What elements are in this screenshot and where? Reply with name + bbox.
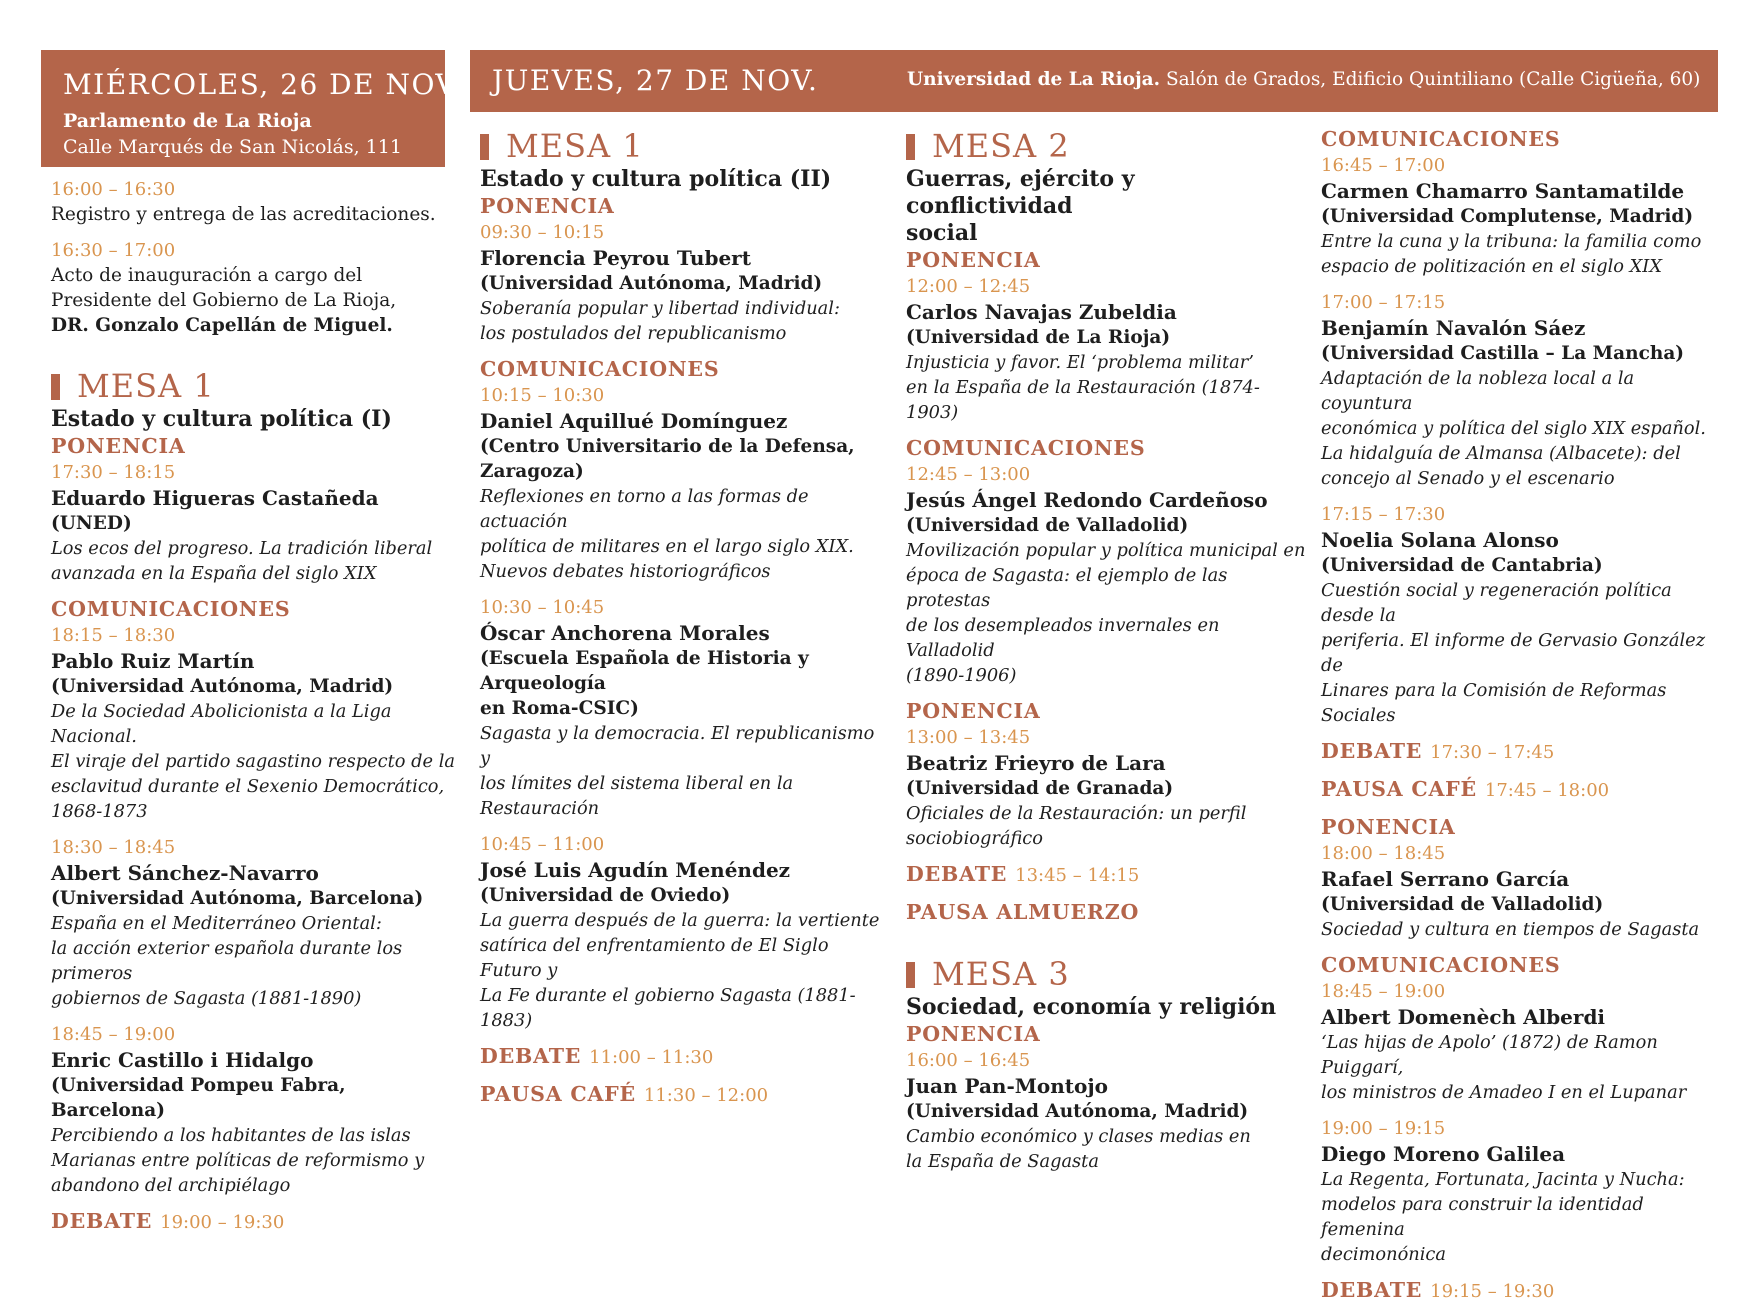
time: 12:00 – 12:45 [906, 276, 1031, 297]
column-thursday-mesa3 [1321, 126, 1721, 1305]
talk-title: Los ecos del progreso. La tradición liberal [51, 538, 433, 559]
debate-text: DEBATE [51, 1209, 153, 1233]
talk-title: Linares para la Comisión de Reformas Sociales [1321, 680, 1667, 726]
mesa-title-text: MESA 1 [77, 367, 215, 405]
debate-text: DEBATE [1321, 1278, 1423, 1302]
talk-title: ‘Las hijas de Apolo’ (1872) de Ramon Puiggarí, [1321, 1032, 1658, 1078]
talk-title: Entre la cuna y la tribuna: la familia como [1321, 231, 1702, 252]
affiliation: (Universidad Castilla – La Mancha) [1321, 343, 1685, 364]
talk-title: 1868-1873 [51, 801, 148, 822]
mesa-title [480, 128, 880, 164]
mesa-title-text: MESA 2 [932, 127, 1070, 165]
talk-title: periferia. El informe de Gervasio González de [1321, 630, 1706, 676]
talk-title: sociobiográfico [906, 828, 1043, 849]
talk-title: satírica del enfrentamiento de El Siglo Futuro y [480, 935, 829, 981]
column-wednesday [51, 177, 455, 1236]
pausa-label [480, 1081, 880, 1109]
debate-label [1321, 1277, 1721, 1305]
column-thursday-mesa2 [906, 128, 1306, 1174]
talk-title: Movilización popular y política municipal en [906, 540, 1306, 561]
time: 13:00 – 13:45 [906, 727, 1031, 748]
affiliation: (Universidad de La Rioja) [906, 327, 1171, 348]
debate-time: 19:00 – 19:30 [160, 1212, 285, 1233]
talk-title: los postulados del republicanismo [480, 323, 787, 344]
speaker-name: Carlos Navajas Zubeldia [906, 300, 1177, 324]
talk-title: abandono del archipiélago [51, 1175, 291, 1196]
talk-title: Marianas entre políticas de reformismo y [51, 1150, 425, 1171]
talk-title: La hidalguía de Almansa (Albacete): del [1321, 443, 1681, 464]
mesa-subtitle: Estado y cultura política (II) [480, 166, 832, 192]
pausa-text: PAUSA CAFÉ [1321, 777, 1477, 801]
mesa-subtitle: Guerras, ejército y conflictividad [906, 166, 1135, 219]
talk-title: espacio de politización en el siglo XIX [1321, 256, 1662, 277]
debate-label [906, 861, 1306, 889]
speaker-name: Noelia Solana Alonso [1321, 528, 1559, 552]
affiliation: (Escuela Española de Historia y Arqueología [480, 648, 809, 694]
speaker-name: Carmen Chamarro Santamatilde [1321, 179, 1685, 203]
mesa-bar [906, 962, 915, 988]
time: 18:45 – 19:00 [1321, 981, 1446, 1002]
time: 18:30 – 18:45 [51, 837, 176, 858]
debate-text: DEBATE [906, 862, 1008, 886]
debate-label [480, 1043, 880, 1071]
venue-name: Parlamento de La Rioja [63, 110, 312, 132]
mesa-heading [480, 128, 880, 193]
talk-title: La Fe durante el gobierno Sagasta (1881-1883) [480, 985, 856, 1031]
mesa-bar [906, 134, 915, 160]
debate-label [51, 1208, 455, 1236]
venue-address: Calle Marqués de San Nicolás, 111 [63, 136, 402, 158]
talk-title: de los desempleados invernales en Valladolid [906, 615, 1220, 661]
talk-title: Percibiendo a los habitantes de las islas [51, 1125, 411, 1146]
speaker-name: Juan Pan-Montojo [906, 1074, 1108, 1098]
ponencia-label: PONENCIA [1321, 815, 1456, 839]
debate-time: 17:30 – 17:45 [1430, 742, 1555, 763]
talk-title: los ministros de Amadeo I en el Lupanar [1321, 1082, 1687, 1103]
affiliation: (Universidad de Oviedo) [480, 885, 731, 906]
wednesday-title: MIÉRCOLES, 26 DE NOV. [63, 68, 463, 101]
speaker-name: Eduardo Higueras Castañeda [51, 486, 379, 510]
talk-title: Adaptación de la nobleza local a la coyuntura [1321, 368, 1635, 414]
speaker-name: Enric Castillo i Hidalgo [51, 1048, 314, 1072]
intro-text: Acto de inauguración a cargo del [51, 265, 363, 286]
intro-text: Registro y entrega de las acreditaciones. [51, 204, 436, 225]
talk-title: El viraje del partido sagastino respecto de la [51, 751, 455, 772]
thursday-header [470, 50, 1718, 112]
affiliation: (Universidad Complutense, Madrid) [1321, 206, 1694, 227]
mesa-bar [51, 374, 60, 400]
intro-text: Presidente del Gobierno de La Rioja, [51, 290, 397, 311]
talk-title: en la España de la Restauración (1874-1903) [906, 377, 1260, 423]
talk-title: esclavitud durante el Sexenio Democrático, [51, 776, 445, 797]
talk-title: De la Sociedad Abolicionista a la Liga Nacional. [51, 701, 392, 747]
ponencia-label: PONENCIA [906, 248, 1041, 272]
ponencia-label: PONENCIA [906, 1022, 1041, 1046]
talk-title: Soberanía popular y libertad individual: [480, 298, 840, 319]
mesa-heading [906, 128, 1306, 247]
speaker-name: Jesús Ángel Redondo Cardeñoso [906, 488, 1268, 512]
mesa-heading [906, 956, 1306, 1021]
pausa-time: 17:45 – 18:00 [1484, 780, 1610, 801]
talk-title: La guerra después de la guerra: la vertiente [480, 910, 880, 931]
talk-title: avanzada en la España del siglo XIX [51, 563, 377, 584]
comunicaciones-label: COMUNICACIONES [51, 597, 291, 621]
talk-title: Cuestión social y regeneración política desde la [1321, 580, 1672, 626]
comunicaciones-label: COMUNICACIONES [480, 357, 720, 381]
talk-title: época de Sagasta: el ejemplo de las protestas [906, 565, 1228, 611]
talk-title: la España de Sagasta [906, 1151, 1099, 1172]
speaker-name: Benjamín Navalón Sáez [1321, 316, 1586, 340]
speaker-name: Beatriz Frieyro de Lara [906, 751, 1166, 775]
venue-bold: Universidad de La Rioja. [907, 69, 1161, 90]
mesa-title [51, 368, 455, 404]
time: 17:00 – 17:15 [1321, 292, 1446, 313]
time: 16:00 – 16:45 [906, 1050, 1031, 1071]
column-thursday-mesa1 [480, 128, 880, 1109]
talk-title: política de militares en el largo siglo XIX. [480, 536, 854, 557]
affiliation: en Roma-CSIC) [480, 698, 639, 719]
time: 19:00 – 19:15 [1321, 1118, 1446, 1139]
affiliation: (UNED) [51, 513, 132, 534]
talk-title: modelos para construir la identidad femenina [1321, 1194, 1644, 1240]
talk-title: Injusticia y favor. El ‘problema militar’ [906, 352, 1254, 373]
speaker-name: José Luis Agudín Menéndez [480, 858, 791, 882]
talk-title: los límites del sistema liberal en la Restauración [480, 773, 794, 819]
affiliation: (Universidad de Valladolid) [1321, 894, 1604, 915]
mesa-subtitle: social [906, 220, 978, 246]
intro-speaker: DR. Gonzalo Capellán de Miguel. [51, 315, 393, 336]
talk-title: Reflexiones en torno a las formas de actuación [480, 486, 809, 532]
debate-text: DEBATE [480, 1044, 582, 1068]
debate-label [1321, 738, 1721, 766]
comunicaciones-label: COMUNICACIONES [1321, 127, 1561, 151]
ponencia-label: PONENCIA [480, 194, 615, 218]
mesa-bar [480, 134, 489, 160]
speaker-name: Pablo Ruiz Martín [51, 649, 255, 673]
mesa-subtitle: Estado y cultura política (I) [51, 406, 392, 432]
mesa-title [906, 128, 1306, 164]
wednesday-venue [63, 108, 402, 160]
time: 16:45 – 17:00 [1321, 155, 1446, 176]
talk-title: (1890-1906) [906, 665, 1017, 686]
debate-text: DEBATE [1321, 739, 1423, 763]
speaker-name: Diego Moreno Galilea [1321, 1142, 1566, 1166]
speaker-name: Daniel Aquillué Domínguez [480, 409, 788, 433]
talk-title: Sagasta y la democracia. El republicanismo y [480, 723, 875, 769]
venue-rest: Salón de Grados, Edificio Quintiliano (Calle Cigüeña, 60) [1160, 69, 1701, 90]
affiliation: (Universidad Pompeu Fabra, Barcelona) [51, 1075, 346, 1121]
affiliation: (Universidad Autónoma, Barcelona) [51, 888, 424, 909]
wednesday-header [41, 50, 463, 167]
talk-title: Oficiales de la Restauración: un perfil [906, 803, 1247, 824]
time: 18:45 – 19:00 [51, 1024, 176, 1045]
time: 18:15 – 18:30 [51, 625, 176, 646]
affiliation: (Universidad Autónoma, Madrid) [906, 1101, 1249, 1122]
comunicaciones-label: COMUNICACIONES [906, 436, 1146, 460]
comunicaciones-label: COMUNICACIONES [1321, 953, 1561, 977]
time: 17:15 – 17:30 [1321, 504, 1446, 525]
thursday-title: JUEVES, 27 DE NOV. [492, 64, 819, 97]
talk-title: La Regenta, Fortunata, Jacinta y Nucha: [1321, 1169, 1685, 1190]
talk-title: Cambio económico y clases medias en [906, 1126, 1251, 1147]
speaker-name: Óscar Anchorena Morales [480, 621, 770, 645]
mesa-title [906, 956, 1306, 992]
talk-title: la acción exterior española durante los primeros [51, 938, 403, 984]
time: 16:00 – 16:30 [51, 179, 176, 200]
talk-title: España en el Mediterráneo Oriental: [51, 913, 382, 934]
talk-title: concejo al Senado y el escenario [1321, 468, 1615, 489]
time: 09:30 – 10:15 [480, 222, 605, 243]
debate-time: 13:45 – 14:15 [1015, 865, 1140, 886]
pausa-text: PAUSA CAFÉ [480, 1082, 636, 1106]
time: 18:00 – 18:45 [1321, 843, 1446, 864]
time: 12:45 – 13:00 [906, 464, 1031, 485]
speaker-name: Rafael Serrano García [1321, 867, 1570, 891]
mesa-heading [51, 368, 455, 433]
time: 17:30 – 18:15 [51, 462, 176, 483]
affiliation: (Universidad Autónoma, Madrid) [51, 676, 394, 697]
thursday-venue [907, 69, 1700, 90]
ponencia-label: PONENCIA [51, 434, 186, 458]
time: 16:30 – 17:00 [51, 240, 176, 261]
mesa-title-text: MESA 1 [506, 127, 644, 165]
affiliation: (Centro Universitario de la Defensa, Zaragoza) [480, 436, 855, 482]
time: 10:15 – 10:30 [480, 385, 605, 406]
talk-title: económica y política del siglo XIX español. [1321, 418, 1706, 439]
affiliation: (Universidad de Cantabria) [1321, 555, 1603, 576]
talk-title: decimonónica [1321, 1244, 1446, 1265]
talk-title: Nuevos debates historiográficos [480, 561, 771, 582]
affiliation: (Universidad de Granada) [906, 778, 1174, 799]
speaker-name: Albert Sánchez-Navarro [51, 861, 319, 885]
pausa-time: 11:30 – 12:00 [643, 1085, 769, 1106]
debate-time: 11:00 – 11:30 [589, 1047, 714, 1068]
affiliation: (Universidad Autónoma, Madrid) [480, 273, 823, 294]
time: 10:45 – 11:00 [480, 834, 605, 855]
mesa-subtitle: Sociedad, economía y religión [906, 994, 1277, 1020]
ponencia-label: PONENCIA [906, 699, 1041, 723]
pausa-label [1321, 776, 1721, 804]
talk-title: Sociedad y cultura en tiempos de Sagasta [1321, 919, 1700, 940]
affiliation: (Universidad de Valladolid) [906, 515, 1189, 536]
debate-time: 19:15 – 19:30 [1430, 1281, 1555, 1302]
time: 10:30 – 10:45 [480, 597, 605, 618]
pausa-label: PAUSA ALMUERZO [906, 900, 1140, 924]
speaker-name: Florencia Peyrou Tubert [480, 246, 751, 270]
mesa-title-text: MESA 3 [932, 955, 1070, 993]
talk-title: gobiernos de Sagasta (1881-1890) [51, 988, 362, 1009]
speaker-name: Albert Domenèch Alberdi [1321, 1005, 1606, 1029]
